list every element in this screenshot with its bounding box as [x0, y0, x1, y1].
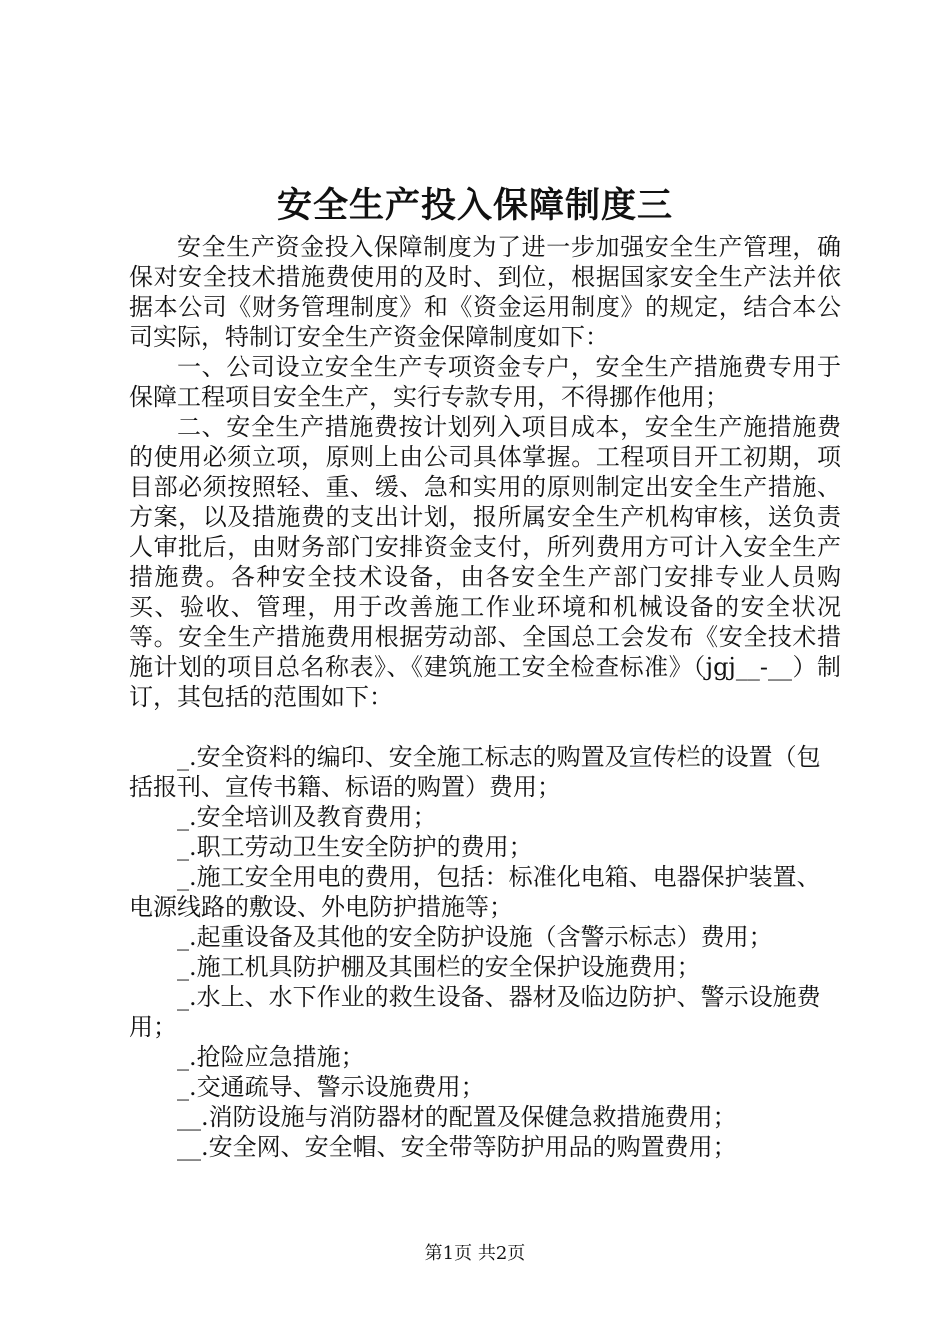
clause-one-paragraph: 一、公司设立安全生产专项资金专户，安全生产措施费专用于保障工程项目安全生产，实行专款专用，不得挪作他用； [129, 353, 841, 411]
paragraph-spacer [129, 712, 841, 742]
list-item: _.施工机具防护棚及其围栏的安全保护设施费用； [177, 953, 701, 981]
list-item: _.抢险应急措施； [177, 1043, 365, 1071]
list-item: __.安全网、安全帽、安全带等防护用品的购置费用； [177, 1133, 737, 1161]
list-item: _.交通疏导、警示设施费用； [177, 1073, 485, 1101]
intro-paragraph: 安全生产资金投入保障制度为了进一步加强安全生产管理，确保对安全技术措施费使用的及时、到位，根据国家安全生产法并依据本公司《财务管理制度》和《资金运用制度》的规定，结合本公司实际，特制订安全生产资金保障制度如下： [129, 233, 841, 351]
document-title: 安全生产投入保障制度三 [276, 185, 673, 226]
list-item: _.安全资料的编印、安全施工标志的购置及宣传栏的设置（包括报刊、宣传书籍、标语的购置）费用； [129, 743, 821, 801]
list-item: _.起重设备及其他的安全防护设施（含警示标志）费用； [177, 923, 773, 951]
list-item: _.施工安全用电的费用，包括：标准化电箱、电器保护装置、电源线路的敷设、外电防护措施等； [129, 863, 821, 921]
list-item: _.安全培训及教育费用； [177, 803, 437, 831]
document-body [129, 232, 841, 1162]
clause-two-paragraph: 二、安全生产措施费按计划列入项目成本，安全生产施措施费的使用必须立项，原则上由公司具体掌握。工程项目开工初期，项目部必须按照轻、重、缓、急和实用的原则制定出安全生产措施、方案，以及措施费的支出计划，报所属安全生产机构审核，送负责人审批后，由财务部门安排资金支付，所列费用方可计入安全生产措施费。各种安全技术设备，由各安全生产部门安排专业人员购买、验收、管理，用于改善施工作业环境和机械设备的安全状况等。安全生产措施费用根据劳动部、全国总工会发布《安全技术措施计划的项目总名称表》、《建筑施工安全检查标准》（jgj__-__）制订，其包括的范围如下： [129, 413, 841, 711]
page-number-footer: 第1页 共2页 [424, 1243, 526, 1264]
list-item: _.水上、水下作业的救生设备、器材及临边防护、警示设施费用； [129, 983, 821, 1041]
list-item: _.职工劳动卫生安全防护的费用； [177, 833, 533, 861]
list-item: __.消防设施与消防器材的配置及保健急救措施费用； [177, 1103, 737, 1131]
